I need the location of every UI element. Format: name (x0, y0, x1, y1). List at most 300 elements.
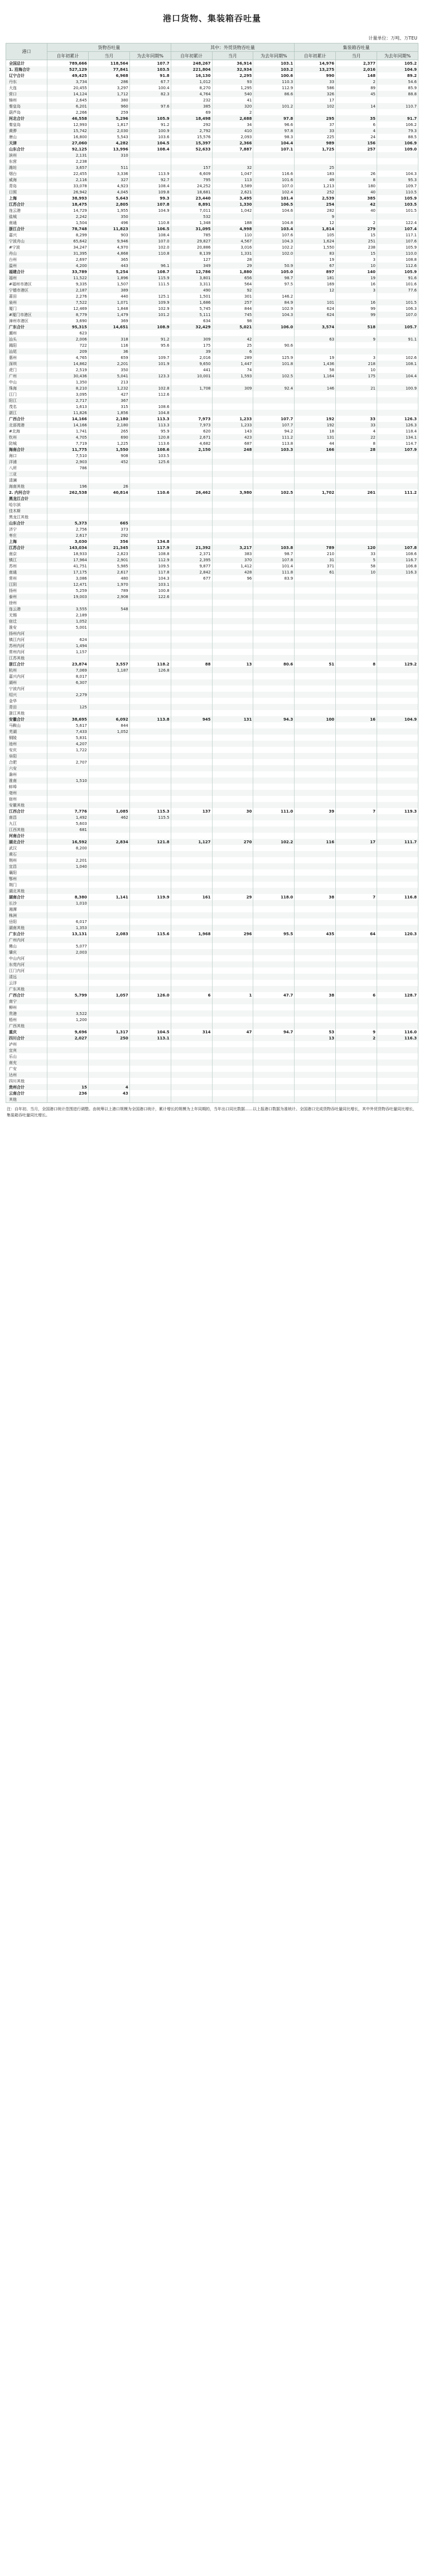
value-cell (171, 649, 212, 655)
value-cell (253, 888, 295, 894)
value-cell: 33,789 (47, 269, 89, 275)
value-cell: 51 (295, 661, 336, 667)
value-cell (377, 698, 418, 704)
value-cell (253, 961, 295, 968)
table-row-subtotal (6, 992, 418, 998)
value-cell: 108.4 (129, 146, 171, 152)
value-cell (336, 869, 377, 876)
table-row (6, 183, 418, 189)
value-cell: 10 (336, 263, 377, 269)
value-cell (253, 1010, 295, 1017)
value-cell: 101.2 (129, 312, 171, 318)
value-cell: 2,539 (295, 195, 336, 201)
value-cell: 7,011 (171, 207, 212, 213)
port-name-cell: 岳阳 (6, 918, 47, 925)
value-cell (336, 502, 377, 508)
value-cell: 110.3 (253, 79, 295, 85)
value-cell: 2,756 (47, 526, 89, 532)
table-row (6, 361, 418, 367)
port-name-cell: 常州 (6, 575, 47, 581)
value-cell: 143,034 (47, 545, 89, 551)
value-cell (212, 961, 253, 968)
value-cell: 102.2 (253, 244, 295, 250)
value-cell: 49,425 (47, 72, 89, 79)
value-cell: 2,201 (47, 857, 89, 863)
table-row (6, 471, 418, 477)
value-cell (336, 164, 377, 171)
value-cell (295, 612, 336, 618)
table-row (6, 912, 418, 918)
table-row (6, 581, 418, 587)
value-cell (336, 158, 377, 164)
value-cell: 7,510 (47, 453, 89, 459)
value-cell (377, 508, 418, 514)
value-cell: 113.8 (129, 716, 171, 722)
table-row (6, 164, 418, 171)
value-cell: 5,041 (88, 373, 129, 379)
value-cell: 103.2 (253, 66, 295, 72)
value-cell (336, 796, 377, 802)
value-cell: 257 (212, 299, 253, 305)
value-cell (212, 888, 253, 894)
value-cell (253, 649, 295, 655)
value-cell (129, 765, 171, 771)
value-cell: 107.7 (253, 416, 295, 422)
value-cell (295, 943, 336, 949)
value-cell: 98 (212, 318, 253, 324)
port-name-cell: 江门内河 (6, 968, 47, 974)
value-cell (295, 759, 336, 765)
value-cell (336, 330, 377, 336)
value-cell: 107.7 (253, 422, 295, 428)
value-cell: 105.9 (129, 115, 171, 121)
value-cell: 3,522 (47, 1010, 89, 1017)
value-cell (377, 820, 418, 827)
value-cell (336, 704, 377, 710)
value-cell: 120.3 (377, 931, 418, 937)
value-cell (171, 937, 212, 943)
value-cell (253, 906, 295, 912)
port-name-cell: 襄阳 (6, 869, 47, 876)
value-cell: 564 (212, 281, 253, 287)
value-cell (377, 643, 418, 649)
value-cell: 722 (47, 342, 89, 348)
table-row (6, 410, 418, 416)
value-cell (336, 477, 377, 483)
value-cell (171, 961, 212, 968)
value-cell (336, 1010, 377, 1017)
value-cell (129, 857, 171, 863)
value-cell (336, 636, 377, 643)
port-name-cell: 厦门 (6, 305, 47, 312)
value-cell: 102.9 (253, 305, 295, 312)
value-cell: 65,642 (47, 238, 89, 244)
value-cell: 410 (212, 128, 253, 134)
value-cell: 14,651 (88, 324, 129, 330)
port-name-cell: 莆田 (6, 293, 47, 299)
value-cell (295, 753, 336, 759)
port-name-cell: 南昌 (6, 814, 47, 820)
value-cell: 118.0 (253, 894, 295, 900)
value-cell (295, 1090, 336, 1096)
port-name-cell: 黑龙江合计 (6, 495, 47, 502)
value-cell: 103.1 (253, 60, 295, 67)
value-cell (253, 1072, 295, 1078)
value-cell: 511 (88, 164, 129, 171)
value-cell: 105 (295, 232, 336, 238)
value-cell: 146.2 (253, 293, 295, 299)
value-cell (129, 918, 171, 925)
value-cell (88, 679, 129, 686)
value-cell: 1,479 (88, 312, 129, 318)
value-cell (212, 636, 253, 643)
value-cell: 94.7 (253, 1029, 295, 1035)
value-cell: 1,856 (88, 410, 129, 416)
value-cell (336, 765, 377, 771)
value-cell (295, 587, 336, 594)
value-cell (295, 1066, 336, 1072)
port-name-cell: 海南其他 (6, 483, 47, 489)
value-cell (212, 612, 253, 618)
value-cell (88, 857, 129, 863)
table-row (6, 508, 418, 514)
port-column-header: 港口 (6, 43, 47, 60)
value-cell: 1,057 (88, 992, 129, 998)
value-cell (47, 833, 89, 839)
value-cell: 95.5 (253, 931, 295, 937)
value-cell: 104.9 (377, 716, 418, 722)
value-cell (295, 1053, 336, 1059)
value-cell: 95,315 (47, 324, 89, 330)
value-cell: 100.4 (129, 85, 171, 91)
value-cell: 58 (336, 563, 377, 569)
table-row (6, 299, 418, 305)
value-cell: 134.8 (129, 538, 171, 545)
value-cell (129, 777, 171, 784)
value-cell: 26 (88, 483, 129, 489)
table-row (6, 925, 418, 931)
value-cell: 371 (295, 563, 336, 569)
value-cell: 106.9 (377, 140, 418, 146)
value-cell: 85.9 (377, 85, 418, 91)
value-cell: 13,996 (88, 146, 129, 152)
value-cell: 435 (295, 931, 336, 937)
value-cell (377, 814, 418, 820)
value-cell: 2,617 (88, 569, 129, 575)
value-cell (336, 980, 377, 986)
value-cell (88, 906, 129, 912)
value-cell: 19,003 (47, 594, 89, 600)
value-cell: 115.6 (129, 931, 171, 937)
port-name-cell: 四川其他 (6, 1078, 47, 1084)
port-name-cell: 枣庄 (6, 532, 47, 538)
value-cell: 624 (47, 636, 89, 643)
value-cell: 146 (295, 385, 336, 391)
value-cell: 82.3 (129, 91, 171, 97)
port-name-cell: 东营 (6, 158, 47, 164)
value-cell (171, 698, 212, 704)
value-cell: 441 (171, 367, 212, 373)
value-cell (129, 937, 171, 943)
value-cell (171, 747, 212, 753)
port-name-cell: 南京 (6, 551, 47, 557)
value-cell: 112.6 (377, 263, 418, 269)
table-row (6, 722, 418, 728)
value-cell (47, 477, 89, 483)
value-cell (295, 1004, 336, 1010)
value-cell: 137 (171, 808, 212, 814)
value-cell: 659 (88, 354, 129, 361)
value-cell (47, 888, 89, 894)
table-row (6, 563, 418, 569)
value-cell (253, 802, 295, 808)
table-row (6, 955, 418, 961)
value-cell (253, 1090, 295, 1096)
table-row-subtotal (6, 489, 418, 495)
value-cell: 6 (336, 121, 377, 128)
value-cell (129, 753, 171, 759)
value-cell: 116.7 (377, 557, 418, 563)
value-cell (295, 606, 336, 612)
value-cell (171, 477, 212, 483)
table-row-subtotal (6, 269, 418, 275)
port-name-cell: 池州 (6, 741, 47, 747)
value-cell: 183 (295, 171, 336, 177)
value-cell (295, 790, 336, 796)
value-cell: 99 (336, 305, 377, 312)
port-name-cell: 潮州 (6, 330, 47, 336)
value-cell: 745 (212, 312, 253, 318)
table-row (6, 232, 418, 238)
value-cell: 102.5 (253, 489, 295, 495)
value-cell (336, 1078, 377, 1084)
value-cell (253, 679, 295, 686)
value-cell (295, 397, 336, 404)
value-cell (88, 949, 129, 955)
value-cell (295, 827, 336, 833)
value-cell (47, 955, 89, 961)
value-cell: 3,297 (88, 85, 129, 91)
value-cell: 100.6 (253, 72, 295, 79)
value-cell: 95.3 (377, 177, 418, 183)
value-cell (171, 986, 212, 992)
port-name-cell: 广西合计 (6, 992, 47, 998)
value-cell (129, 771, 171, 777)
value-cell (253, 526, 295, 532)
value-cell: 31 (295, 557, 336, 563)
table-row (6, 649, 418, 655)
value-cell (253, 330, 295, 336)
port-name-cell: 八所 (6, 465, 47, 471)
value-cell: 7,433 (47, 728, 89, 735)
value-cell: 110.6 (129, 489, 171, 495)
value-cell: 786 (47, 465, 89, 471)
value-cell (171, 876, 212, 882)
value-cell: 18,475 (47, 201, 89, 207)
value-cell (88, 968, 129, 974)
value-cell: 131 (295, 434, 336, 440)
value-cell (171, 655, 212, 661)
value-cell (129, 348, 171, 354)
value-cell (336, 630, 377, 636)
value-cell: 385 (336, 195, 377, 201)
value-cell: 113.9 (129, 171, 171, 177)
value-cell (171, 900, 212, 906)
port-name-cell: #厦门市港区 (6, 312, 47, 318)
port-name-cell: 宿迁 (6, 618, 47, 624)
value-cell (129, 679, 171, 686)
value-cell (129, 968, 171, 974)
value-cell (377, 581, 418, 587)
value-cell: 7,776 (47, 808, 89, 814)
value-cell: 4,705 (47, 434, 89, 440)
value-cell (295, 692, 336, 698)
value-cell (88, 863, 129, 869)
value-cell: 1,722 (47, 747, 89, 753)
value-cell: 97.6 (129, 103, 171, 109)
table-row (6, 1053, 418, 1059)
value-cell (295, 833, 336, 839)
value-cell: 116.3 (377, 1035, 418, 1041)
value-cell (171, 1053, 212, 1059)
value-cell (295, 379, 336, 385)
value-cell (212, 876, 253, 882)
value-cell: 908 (88, 453, 129, 459)
port-name-cell: 营口 (6, 91, 47, 97)
value-cell (295, 391, 336, 397)
value-cell (377, 293, 418, 299)
value-cell: 310 (88, 152, 129, 158)
value-cell: 67.7 (129, 79, 171, 85)
value-cell: 110.0 (377, 250, 418, 256)
value-cell: 309 (212, 385, 253, 391)
value-cell: 9 (336, 336, 377, 342)
value-cell (171, 502, 212, 508)
value-cell: 251 (336, 238, 377, 244)
value-cell (377, 538, 418, 545)
value-cell (336, 814, 377, 820)
port-name-cell: 宁波舟山 (6, 238, 47, 244)
value-cell: 42 (336, 201, 377, 207)
port-name-cell: 亳州 (6, 790, 47, 796)
value-cell: 31,395 (47, 250, 89, 256)
port-name-cell: 蚌埠 (6, 784, 47, 790)
value-cell: 18,498 (171, 115, 212, 121)
value-cell: 427 (88, 391, 129, 397)
value-cell (295, 630, 336, 636)
value-cell: 29,827 (171, 238, 212, 244)
port-name-cell: 舟山 (6, 250, 47, 256)
value-cell: 232 (171, 97, 212, 103)
value-cell (336, 594, 377, 600)
port-name-cell: 丹东 (6, 79, 47, 85)
value-cell: 118.2 (129, 661, 171, 667)
value-cell (129, 949, 171, 955)
value-cell (212, 655, 253, 661)
table-row (6, 293, 418, 299)
table-row (6, 753, 418, 759)
table-row (6, 692, 418, 698)
value-cell (88, 765, 129, 771)
value-cell: 11,522 (47, 275, 89, 281)
table-row (6, 502, 418, 508)
value-cell: 12,993 (47, 121, 89, 128)
value-cell (171, 802, 212, 808)
value-cell (377, 667, 418, 673)
table-row-subtotal (6, 931, 418, 937)
value-cell (171, 784, 212, 790)
value-cell: 99 (336, 312, 377, 318)
value-cell: 2,688 (212, 115, 253, 121)
value-cell: 93 (212, 79, 253, 85)
value-cell (129, 1017, 171, 1023)
table-row-subtotal (6, 416, 418, 422)
value-cell (295, 906, 336, 912)
value-cell: 292 (88, 532, 129, 538)
port-name-cell: 北部湾港 (6, 422, 47, 428)
value-cell: 107.7 (129, 60, 171, 67)
value-cell: 4,765 (47, 354, 89, 361)
value-cell (212, 508, 253, 514)
value-cell (295, 538, 336, 545)
value-cell (377, 330, 418, 336)
value-cell: 34,247 (47, 244, 89, 250)
value-cell: 95.9 (129, 428, 171, 434)
value-cell: 350 (88, 367, 129, 373)
value-cell (253, 379, 295, 385)
value-cell (253, 1066, 295, 1072)
port-name-cell: 阳江 (6, 397, 47, 404)
value-cell: 106.5 (253, 201, 295, 207)
value-cell (377, 777, 418, 784)
value-cell (47, 998, 89, 1004)
value-cell (212, 735, 253, 741)
value-cell: 116.8 (377, 894, 418, 900)
value-cell: 16,800 (47, 134, 89, 140)
value-cell: 32 (212, 164, 253, 171)
value-cell (253, 765, 295, 771)
table-row (6, 698, 418, 704)
value-cell (212, 851, 253, 857)
value-cell: 1,200 (47, 1017, 89, 1023)
value-cell (377, 998, 418, 1004)
value-cell (212, 833, 253, 839)
value-cell (171, 1041, 212, 1047)
value-cell: 5,745 (171, 305, 212, 312)
value-cell: 389 (88, 287, 129, 293)
value-cell (212, 771, 253, 777)
table-row-subtotal (6, 446, 418, 453)
value-cell (377, 728, 418, 735)
value-cell: 356 (88, 538, 129, 545)
value-cell (336, 955, 377, 961)
value-cell: 88 (171, 661, 212, 667)
value-cell (88, 158, 129, 164)
value-cell: 5,617 (47, 722, 89, 728)
value-cell: 101.8 (253, 361, 295, 367)
value-cell (212, 213, 253, 220)
port-name-cell: 江西其他 (6, 827, 47, 833)
port-name-cell: 贵港 (6, 1010, 47, 1017)
value-cell: 44 (295, 440, 336, 446)
value-cell: 108.8 (129, 551, 171, 557)
value-cell: 532 (171, 213, 212, 220)
value-cell (171, 771, 212, 777)
value-cell (253, 918, 295, 925)
value-cell (377, 845, 418, 851)
value-cell: 13,275 (295, 66, 336, 72)
container-throughput-header: 集装箱吞吐量 (295, 43, 418, 52)
